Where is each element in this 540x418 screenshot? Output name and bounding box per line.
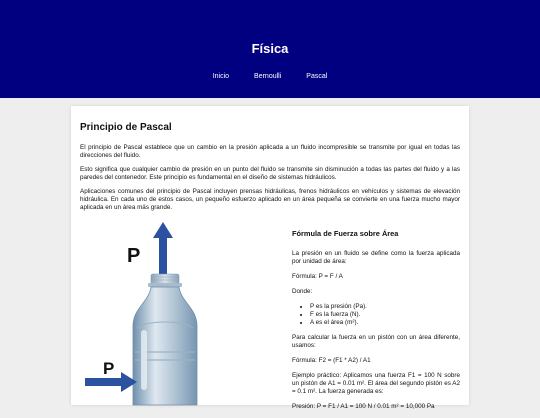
nav-link-pascal[interactable]: Pascal: [306, 73, 328, 80]
formula-force: Fórmula: F2 = (F1 * A2) / A1: [292, 357, 371, 364]
nav-link-inicio[interactable]: Inicio: [212, 73, 230, 80]
formula-intro: La presión en un fluido se define como la fuerza aplicada por unidad de área:: [292, 250, 460, 265]
list-item: • A es el área (m²).: [310, 319, 460, 327]
bottle-cap: [151, 274, 179, 284]
page-heading: Principio de Pascal: [80, 122, 172, 133]
explanation-paragraph: Esto significa que cualquier cambio de presión en un punto del fluido se transmite sin disminución a todas las partes del fluido y a las paredes del contenedor. Este principio es fundamental en el diseño de sistemas hidráulicos.: [80, 166, 460, 181]
example-text: Ejemplo práctico: Aplicamos una fuerza F1 = 100 N sobre un pistón de A1 = 0.01 m². El área del segundo pistón es A2 = 0.1 m². La fuerza generada es:: [292, 372, 460, 395]
formula-section: [292, 230, 460, 418]
site-header: [0, 0, 540, 98]
formula-donde: Donde:: [292, 288, 313, 295]
formula-pressure: Fórmula: P = F / A: [292, 273, 343, 280]
site-title: Física: [251, 41, 289, 56]
piston-intro: Para calcular la fuerza en un pistón con un área diferente, usamos:: [292, 334, 460, 349]
pressure-label-side: P: [103, 359, 115, 378]
variable-list: [292, 303, 460, 327]
example-result: Presión: P = F1 / A1 = 100 N / 0.01 m² = 10,000 Pa: [292, 403, 435, 410]
main-nav: [0, 73, 540, 80]
applications-paragraph: Aplicaciones comunes del principio de Pascal incluyen prensas hidráulicas, frenos hidráulicos en vehículos y sistemas de elevación hidráulica. En cada uno de estos casos, un pequeño esfuerzo aplicado en un área pequeña se convierte en una fuerza mucho mayor aplicada en un área más grande.: [80, 188, 460, 211]
formula-heading: Fórmula de Fuerza sobre Área: [292, 229, 399, 238]
list-item: • P es la presión (Pa).: [310, 303, 460, 311]
pascal-bottle-illustration: [85, 222, 195, 405]
intro-paragraph: El principio de Pascal establece que un cambio en la presión aplicada a un fluido incompresible se transmite por igual en todas las direcciones del fluido.: [80, 144, 460, 159]
arrow-up-head: [153, 222, 173, 238]
list-item: • F es la fuerza (N).: [310, 311, 460, 319]
nav-link-bernoulli[interactable]: Bernoulli: [254, 73, 282, 80]
bottle-ring: [148, 283, 182, 287]
arrow-right-shaft: [85, 378, 123, 386]
arrow-up-shaft: [159, 236, 167, 276]
content-card: [71, 106, 469, 410]
pressure-label-top: P: [127, 245, 141, 267]
